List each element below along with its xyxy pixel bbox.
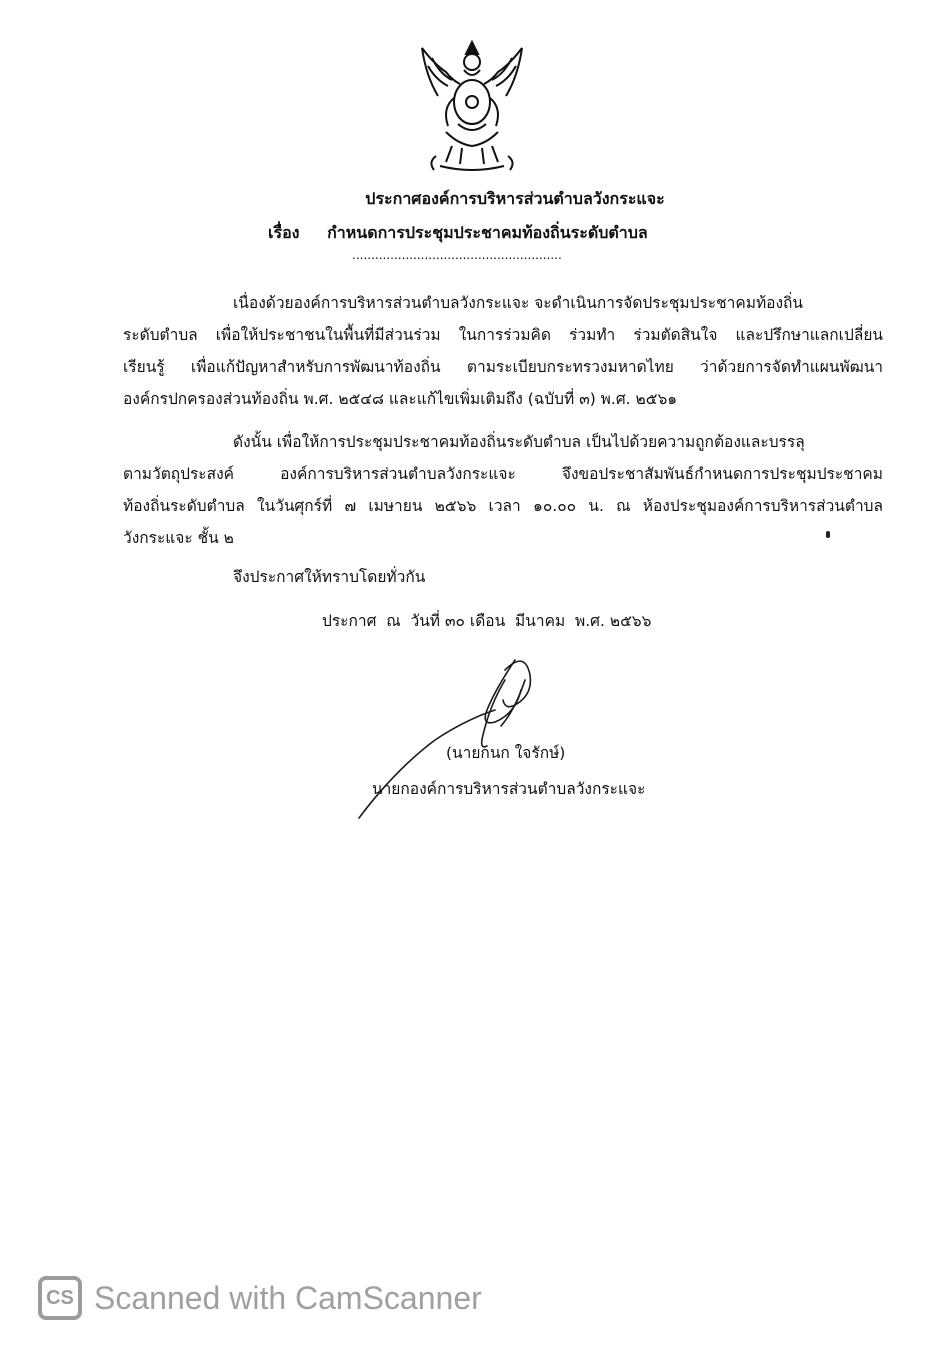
paragraph-2-line-1: ดังนั้น เพื่อให้การประชุมประชาคมท้องถิ่นระดับตำบล เป็นไปด้วยความถูกต้องและบรรลุ: [233, 433, 805, 451]
camscanner-watermark: [38, 1276, 482, 1320]
announcement-title: ประกาศองค์การบริหารส่วนตำบลวังกระแจะ: [365, 189, 665, 208]
paragraph-1-line-4: องค์กรปกครองส่วนท้องถิ่น พ.ศ. ๒๕๔๘ และแก้ไขเพิ่มเติมถึง (ฉบับที่ ๓) พ.ศ. ๒๕๖๑: [123, 390, 678, 408]
paragraph-2-line-4: วังกระแจะ ชั้น ๒: [123, 529, 234, 547]
announcement-date: ประกาศ ณ วันที่ ๓๐ เดือน มีนาคม พ.ศ. ๒๕๖๖: [322, 612, 652, 630]
subject-text: กำหนดการประชุมประชาคมท้องถิ่นระดับตำบล: [327, 223, 648, 242]
subject-label: เรื่อง: [268, 223, 300, 242]
paragraph-2-line-2: ตามวัตถุประสงค์ องค์การบริหารส่วนตำบลวังกระแจะ จึงขอประชาสัมพันธ์กำหนดการประชุมประชาคม: [123, 465, 883, 483]
subject-line: [268, 221, 648, 246]
title-separator: .......................................................: [352, 248, 562, 262]
paragraph-1-line-1: เนื่องด้วยองค์การบริหารส่วนตำบลวังกระแจะ จะดำเนินการจัดประชุมประชาคมท้องถิ่น: [233, 294, 804, 312]
paragraph-1-line-3: เรียนรู้ เพื่อแก้ปัญหาสำหรับการพัฒนาท้องถิ่น ตามระเบียบกระทรวงมหาดไทย ว่าด้วยการจัดทำแผนพัฒนา: [123, 358, 883, 376]
signer-position: นายกองค์การบริหารส่วนตำบลวังกระแจะ: [372, 780, 646, 798]
garuda-emblem-icon: [418, 36, 526, 176]
paragraph-1-line-2: ระดับตำบล เพื่อให้ประชาชนในพื้นที่มีส่วนร่วม ในการร่วมคิด ร่วมทำ ร่วมตัดสินใจ และปรึกษาแลกเปลี่ยน: [123, 326, 883, 344]
camscanner-icon: CS: [38, 1276, 82, 1320]
paragraph-2-line-3: ท้องถิ่นระดับตำบล ในวันศุกร์ที่ ๗ เมษายน ๒๕๖๖ เวลา ๑๐.๐๐ น. ณ ห้องประชุมองค์การบริหารส่วนตำบล: [123, 497, 883, 515]
watermark-text: Scanned with CamScanner: [94, 1279, 482, 1316]
closing-sentence: จึงประกาศให้ทราบโดยทั่วกัน: [233, 568, 426, 586]
scan-speck: [826, 531, 830, 538]
signer-name: (นายกนก ใจรักษ์): [446, 744, 566, 762]
